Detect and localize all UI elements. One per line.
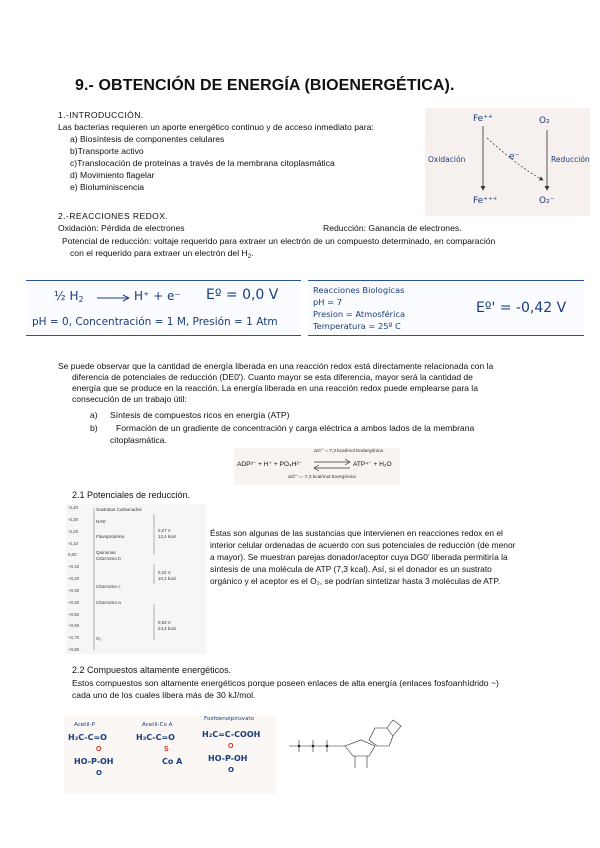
reduction-label: Reducción: [551, 155, 590, 164]
high-energy-compounds-figure: [64, 716, 276, 794]
acetil-coa-tail: Co A: [162, 757, 183, 766]
pep-formula: H₂C=C-COOH: [202, 730, 261, 739]
atp-reactants: ADP³⁻ + H⁺ + PO₄H²⁻: [237, 461, 303, 468]
redox-heading: 2.-REACCIONES REDOX.: [58, 211, 169, 221]
use-a-label: a): [90, 410, 98, 420]
bio-e-prime: Eº' = -0,42 V: [476, 300, 567, 316]
carrier-substrates: Sustratos Carbonados: [96, 507, 142, 512]
fe2-label: Fe⁺⁺: [473, 114, 493, 124]
intro-lead: Las bacterias requieren un aporte energético continuo y de acceso inmediato para:: [58, 122, 374, 132]
acetil-coa-link: S: [164, 746, 169, 753]
acetil-coa-formula: H₃C-C=O: [136, 733, 175, 742]
potentials-text-2: interior celular ordenadas de acuerdo con sus potenciales de reducción (de menor: [210, 540, 516, 550]
energy-line-2: diferencia de potenciales de reducción (DE0'). Cuanto mayor se esta diferencia, mayor será la cantidad de: [72, 372, 473, 382]
electron-label: e⁻: [509, 152, 520, 162]
intro-item-d: d) Movimiento flagelar: [70, 170, 155, 180]
use-b-text-line2: citoplasmática.: [110, 435, 167, 445]
scale-tick-label: -0,30: [68, 516, 79, 522]
intro-item-c: c)Translocación de proteínas a través de la membrana citoplasmática: [70, 158, 335, 168]
equation-arrow: [96, 294, 130, 302]
o2-label: O₂: [539, 116, 550, 126]
step-energy-1: 0,27 V 12,4 kcal: [158, 528, 176, 539]
scale-tick-label: -0,20: [68, 528, 79, 534]
acetil-coa-name: Acetil-Co A: [142, 722, 173, 728]
scale-tick-label: +0,40: [68, 599, 80, 605]
standard-conditions: pH = 0, Concentración = 1 M, Presión = 1 Atm: [32, 316, 278, 328]
standard-e-zero: Eº = 0,0 V: [206, 287, 279, 303]
use-b-text-line1: Formación de un gradiente de concentración y carga eléctrica a ambos lados de la membrana: [116, 423, 475, 433]
carrier-nad: NAD: [96, 519, 106, 524]
scale-tick-label: 0,00: [68, 552, 77, 558]
acetil-p-link: O: [96, 746, 102, 753]
energy-line-4: consecución de un trabajo útil:: [72, 394, 187, 404]
potentials-heading: 2.1 Potenciales de reducción.: [72, 490, 191, 500]
carrier-cytochrome-c: Citocromo c: [96, 584, 121, 589]
pep-tail: O: [228, 766, 234, 774]
bio-title: Reacciones Biologicas: [313, 285, 405, 295]
redox-potential-scale-figure: [66, 504, 206, 654]
pep-name: Fosfoenolpiruvato: [204, 716, 255, 722]
o2-reduced-label: O₂⁻: [539, 196, 555, 206]
acetil-p-phosphate: HO-P-OH: [74, 757, 114, 766]
compounds-heading: 2.2 Compuestos altamente energéticos.: [72, 665, 232, 675]
oxidation-label: Oxidación: [428, 155, 466, 164]
iron-oxygen-figure: [425, 108, 590, 216]
scale-tick-label: +0,20: [68, 576, 80, 581]
proton-electron: H⁺ + e⁻: [134, 289, 181, 303]
potentials-text-3: a mayor). Se muestran parejas donador/aceptor cuya DG0’ liberada permitiría la: [210, 552, 508, 562]
scale-tick-label: -0,40: [68, 505, 79, 510]
intro-heading: 1.-INTRODUCCIÓN.: [58, 110, 144, 120]
pep-link: O: [228, 743, 234, 750]
atp-exergonic: ΔG°' = -7,3 kcal/mol Exergónica: [288, 475, 356, 480]
potential-scale-lines: [66, 504, 206, 654]
atp-endergonic: ΔG°' = 7,3 kcal/mol Endergónica: [314, 449, 384, 454]
scale-tick-label: +0,30: [68, 587, 80, 593]
scale-tick-label: +0,80: [68, 647, 80, 652]
acetil-p-name: Acetil-P: [74, 722, 95, 728]
energy-line-3: energía que se produce en la reacción. La energía liberada en una reacción redox puede emplearse para la: [72, 383, 478, 393]
standard-potential-box: [26, 280, 301, 336]
potential-definition-line1: Potencial de reducción: voltaje requerido para extraer un electrón de un compuesto determinado, en comparación: [62, 236, 496, 246]
half-hydrogen: ½ $H_2$: [54, 289, 84, 304]
use-b-label: b): [90, 423, 98, 433]
potentials-text-1: Éstas son algunas de las sustancias que intervienen en reacciones redox en el: [210, 528, 503, 538]
oxidation-definition: Oxidación: Pérdida de electrones: [58, 223, 185, 233]
bio-ph: pH = 7: [313, 297, 343, 307]
biological-potential-box: [308, 280, 584, 336]
intro-item-b: b)Transporte activo: [70, 146, 144, 156]
fe3-label: Fe⁺⁺⁺: [473, 196, 498, 206]
bio-pressure: Presion = Atmosférica: [313, 309, 406, 319]
scale-tick-label: +0,60: [68, 623, 80, 629]
bio-temperature: Temperatura = 25º C: [313, 321, 401, 331]
reduction-definition: Reducción: Ganancia de electrones.: [323, 223, 462, 233]
potentials-text-5: orgánico y el aceptor es el O₂, se podrían sintetizar hasta 3 moléculas de ATP.: [210, 576, 501, 586]
atp-products: ATP⁴⁻ + H₂O: [353, 461, 392, 468]
equilibrium-arrows: [312, 457, 352, 473]
atp-structure-drawing: [285, 716, 405, 786]
energy-line-1: Se puede observar que la cantidad de energía liberada en una reacción redox está directamente relacionada con la: [58, 361, 494, 371]
scale-tick-label: +0,70: [68, 635, 80, 641]
intro-item-e: e) Bioluminiscencia: [70, 182, 145, 192]
carrier-cytochrome-b: Citocromo b: [96, 556, 121, 561]
carrier-quinones: Quinonas: [96, 550, 116, 555]
compounds-line-2: cada uno de los cuales libera más de 30 kJ/mol.: [72, 690, 256, 700]
carrier-cytochrome-a: Citocromo a: [96, 600, 121, 605]
use-a-text: Síntesis de compuestos ricos en energía (ATP): [110, 410, 290, 420]
potential-definition-line2: con el requerido para extraer un electrón del $H_2$.: [70, 248, 254, 260]
step-energy-3: 0,53 V 24,4 kcal: [158, 620, 176, 631]
compounds-line-1: Estos compuestos son altamente energéticos porque poseen enlaces de alta energía (enlaces fosfoanhídrido ~): [72, 678, 499, 688]
page-title: 9.- OBTENCIÓN DE ENERGÍA (BIOENERGÉTICA).: [75, 77, 455, 94]
carrier-oxygen: O₂: [96, 636, 102, 641]
acetil-p-tail: O: [96, 769, 102, 777]
step-energy-2: 0,22 V 10,1 kcal: [158, 570, 176, 581]
scale-tick-label: +0,50: [68, 611, 80, 617]
atp-synthesis-figure: [234, 448, 400, 485]
carrier-flavoprotein: Flavoproteína: [96, 534, 125, 539]
scale-tick-label: -0,10: [68, 540, 79, 546]
energy-paragraph: [58, 361, 556, 405]
scale-tick-label: +0,10: [68, 564, 80, 570]
acetil-p-formula: H₃C-C=O: [68, 733, 107, 742]
potentials-text-4: síntesis de una molécula de ATP (7,3 kcal). Así, si el donador es un sustrato: [210, 564, 492, 574]
pep-phosphate: HO-P-OH: [208, 754, 248, 763]
intro-item-a: a) Biosíntesis de componentes celulares: [70, 134, 225, 144]
